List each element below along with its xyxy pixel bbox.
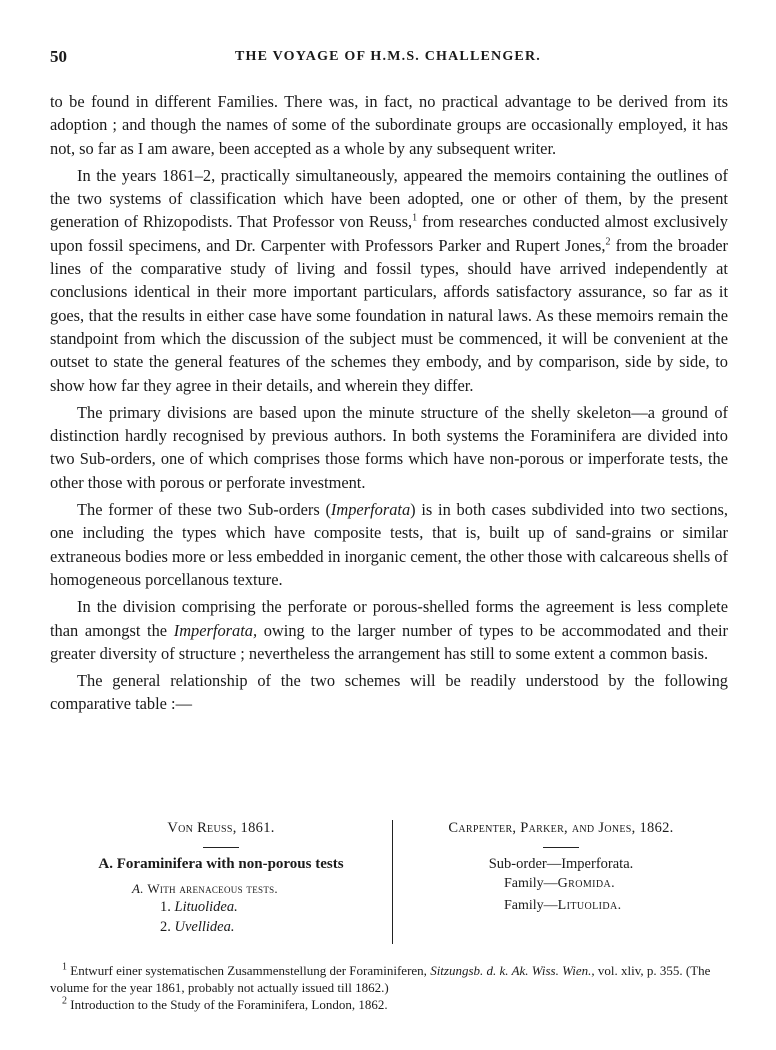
family-row (504, 873, 728, 895)
family-prefix: Family— (504, 876, 558, 891)
body-text (50, 90, 728, 720)
heading-rule-left (203, 847, 239, 848)
table-column-reuss (50, 818, 392, 937)
paragraph-4-part-b: ) is in both cases subdivided into two sections, one including the types which have composite tests, that is, built up of sand-grains or similar extraneous bodies more or less embedded in inorganic cement, the other those with calcareous shells of homogeneous porcellanous texture. (50, 500, 728, 589)
running-head: THE VOYAGE OF H.M.S. CHALLENGER. (235, 49, 541, 64)
paragraph-2-part-a: In the years 1861–2, practically simultaneously, appeared the memoirs containing the outlines of the two systems of classification which have been adopted, one or other of them, by the present generation of Rhizopodists. That Professor von Reuss, (50, 165, 728, 232)
heading-rule-right (543, 847, 579, 848)
paragraph-5-italic: Imperforata, (173, 620, 258, 640)
family-prefix: Family— (504, 898, 558, 913)
section-letter: A. (132, 881, 144, 896)
section-arenaceous (132, 881, 392, 897)
suborder-reuss: A. Foraminifera with non-porous tests (98, 856, 344, 872)
paragraph-4 (50, 498, 728, 591)
footnote-1-text-a: Entwurf einer systematischen Zusammenstellung der Foraminiferen, (67, 963, 431, 978)
footnote-ref-1: 1 (412, 213, 418, 225)
footnote-1 (50, 962, 728, 996)
page-number: 50 (50, 47, 67, 66)
family-name: Gromida. (557, 876, 616, 891)
footnotes (50, 962, 728, 1013)
list-item-name: Lituolidea. (174, 899, 238, 915)
paragraph-1: to be found in different Families. There was, in fact, no practical advantage to be derived from its adoption ; and though the names of some of the subordinate groups are occasionally employed, it has not, so far as I am aware, been accepted as a whole by any subsequent writer. (50, 92, 728, 158)
paragraph-2 (50, 164, 728, 397)
paragraph-2-part-b: from researches conducted almost exclusively upon fossil specimens, and Dr. Carpenter with Professors Parker and Rupert Jones, (50, 212, 728, 255)
footnote-ref-2: 2 (605, 236, 611, 248)
paragraph-4-part-a: The former of these two Sub-orders ( (77, 500, 331, 520)
section-label: With arenaceous tests. (147, 881, 278, 896)
paragraph-4-italic: Imperforata (330, 500, 411, 520)
suborder-carpenter: Sub-order—Imperforata. (488, 856, 634, 872)
footnote-1-mark: 1 (62, 961, 67, 973)
paragraph-5-part-b: owing to the larger number of types to be accommodated and their greater diversity of structure ; nevertheless the arrangement has still to some extent a common basis. (50, 620, 728, 663)
footnote-2 (50, 996, 728, 1013)
list-item-number: 2. (160, 919, 171, 935)
footnote-2-mark: 2 (62, 995, 67, 1007)
list-item-name: Uvellidea. (174, 919, 235, 935)
footnote-1-text-b: vol. xliv, p. 355. (The volume for the year 1861, probably not actually issued till 1862.) (50, 963, 711, 995)
paragraph-2-part-c: from the broader lines of the comparative study of living and fossil types, should have arrived independently at conclusions identical in their more important particulars, affords satisfactory assurance, so far as it goes, that the results in either case have some foundation in natural laws. As these memoirs remain the standpoint from which the discussion of the subject must be commenced, it will be convenient at the outset to state the general features of the schemes they embody, and by comparison, side by side, to show how far they agree in their details, and wherein they differ. (50, 235, 728, 395)
footnote-1-italic: Sitzungsb. d. k. Ak. Wiss. Wien., (430, 963, 595, 978)
list-item (160, 917, 392, 937)
family-name: Lituolida. (557, 898, 622, 913)
table-column-carpenter (394, 818, 728, 917)
column-divider (392, 820, 393, 944)
paragraph-5-part-a: In the division comprising the perforate or porous-shelled forms the agreement is less complete than amongst the (50, 597, 728, 640)
paragraph-6: The general relationship of the two schemes will be readily understood by the following comparative table :— (50, 671, 728, 714)
list-item-number: 1. (160, 899, 171, 915)
paragraph-3: The primary divisions are based upon the minute structure of the shelly skeleton—a ground of distinction hardly recognised by previous authors. In both systems the Foraminifera are divided into two Sub-orders, one of which comprises those forms which have non-porous or imperforate tests, the other those with porous or perforate investment. (50, 402, 728, 492)
comparative-table (50, 818, 728, 946)
family-row (504, 895, 728, 917)
paragraph-5 (50, 595, 728, 665)
column-heading-reuss: Von Reuss, 1861. (167, 820, 275, 836)
list-item (160, 897, 392, 917)
column-heading-carpenter: Carpenter, Parker, and Jones, 1862. (448, 820, 674, 836)
footnote-2-text: Introduction to the Study of the Foraminifera, London, 1862. (67, 997, 388, 1012)
